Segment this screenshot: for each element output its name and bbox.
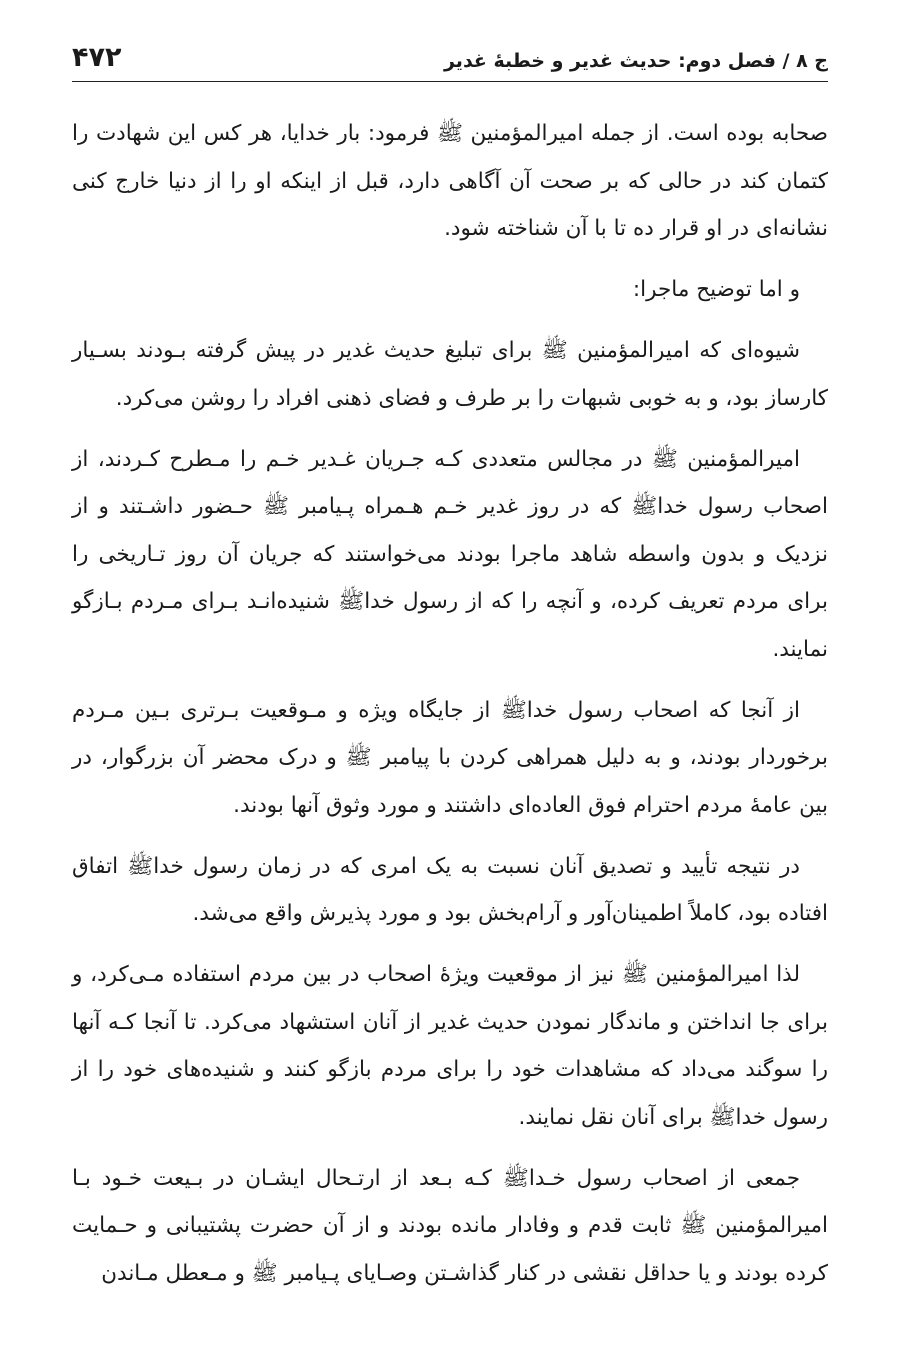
paragraph: لذا امیرالمؤمنین ﷺ نیز از موقعیت ویژهٔ اصحاب در بین مردم استفاده مـی‌کرد، و برای جا انداختن و ماندگار نمودن حدیث غدیر از آنان استشهاد می‌کرد. تا آنجا کـه آنها را سوگند می‌داد که مشاهدات خود را برای مردم بازگو کنند و شنیده‌های خود را از رسول خداﷺ برای آنان نقل نمایند. [72,962,828,1130]
paragraph: جمعی از اصحاب رسول خـداﷺ کـه بـعد از ارتـحال ایشـان در بـیعت خـود بـا امیرالمؤمنین ﷺ ثابت قدم و وفادار مانده بودند و از آن حضرت پشتیبانی و حـمایت کرده بودند و یا حداقل نقشی در کنار گذاشـتن وصـایای پـیامبر ﷺ و مـعطل مـاندن [72,1165,828,1286]
paragraph: و اما توضیح ماجرا: [632,277,800,302]
paragraph: از آنجا که اصحاب رسول خداﷺ از جایگاه ویژه و مـوقعیت بـرتری بـین مـردم برخوردار بودند، و به دلیل همراهی کردن با پیامبر ﷺ و درک محضر آن بزرگوار، در بین عامهٔ مردم احترام فوق العاده‌ای داشتند و مورد وثوق آنها بودند. [72,697,828,818]
body-text [72,110,828,1366]
paragraph: صحابه بوده است. از جمله امیرالمؤمنین ﷺ فرمود: بار خدایا، هر کس این شهادت را کتمان کند در حالی که بر صحت آن آگاهی دارد، قبل از اینکه او را از دنیا خارج کنی نشانه‌ای در او قرار ده تا با آن شناخته شود. [72,121,828,241]
running-head: ج ۸ / فصل دوم: حدیث غدیر و خطبهٔ غدیر [443,50,828,72]
paragraph: در نتیجه تأیید و تصدیق آنان نسبت به یک امری که در زمان رسول خداﷺ اتفاق افتاده بود، کاملاً اطمینان‌آور و آرام‌بخش بود و مورد پذیرش واقع می‌شد. [72,853,828,926]
paragraph: امیرالمؤمنین ﷺ در مجالس متعددی کـه جـریان غـدیر خـم را مـطرح کـردند، از اصحاب رسول خداﷺ که در روز غدیر خـم هـمراه پـیامبر ﷺ حـضور داشـتند و از نزدیک و بدون واسطه شاهد ماجرا بودند می‌خواستند که جریان آن روز تـاریخی را برای مردم تعریف کرده، و آنچه را که از رسول خداﷺ شنیده‌انـد بـرای مـردم بـازگو نمایند. [72,446,828,662]
page-header [72,30,828,82]
paragraph: شیوه‌ای که امیرالمؤمنین ﷺ برای تبلیغ حدیث غدیر در پیش گرفته بـودند بسـیار کارساز بود، و به خوبی شبهات را بر طرف و فضای ذهنی افراد را روشن می‌کرد. [72,338,828,411]
page-number: ۴۷۲ [72,42,122,73]
